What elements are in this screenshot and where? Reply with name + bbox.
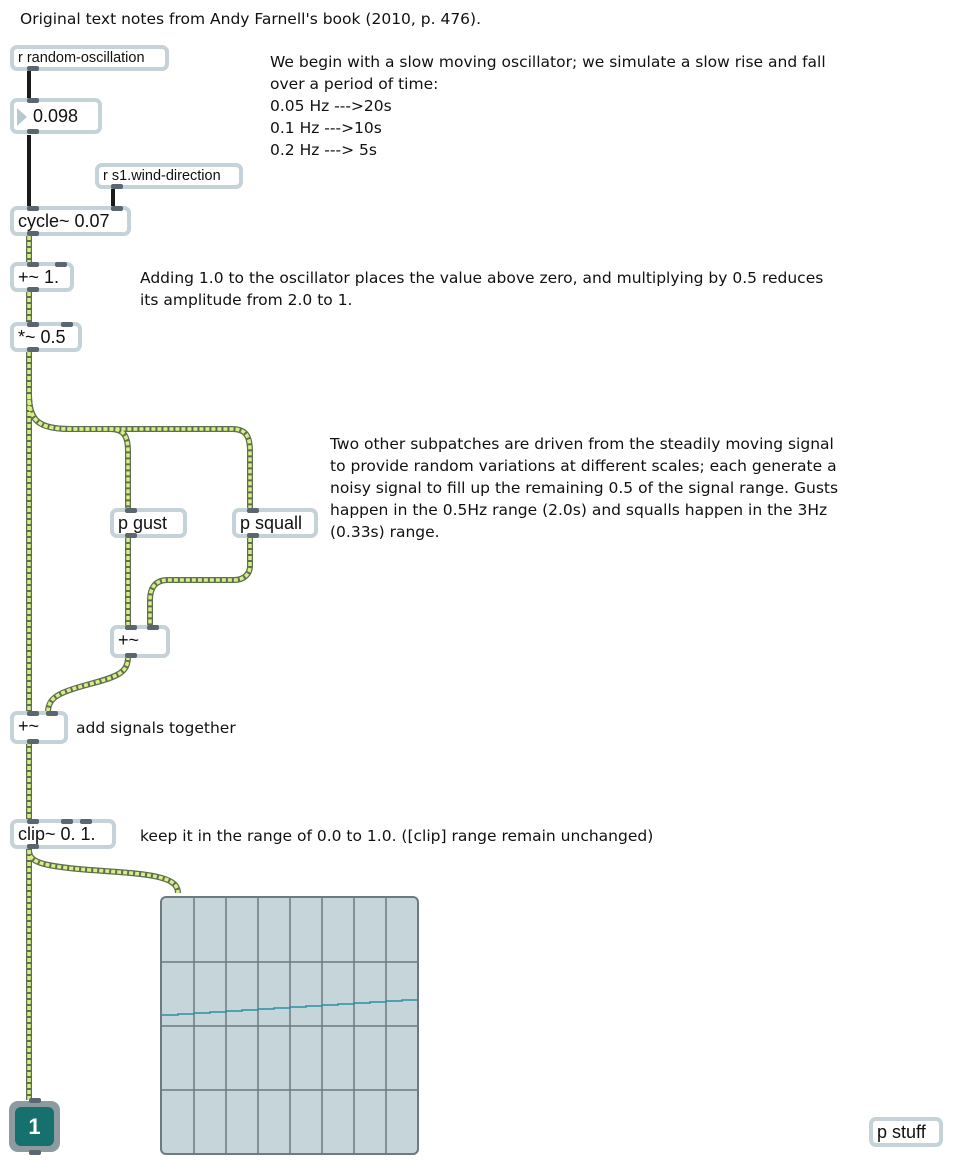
p-gust-subpatch[interactable] (110, 508, 187, 538)
inlet[interactable] (27, 322, 39, 327)
outlet[interactable] (27, 231, 39, 236)
toggle-value: 1 (15, 1107, 54, 1146)
clip-comment: keep it in the range of 0.0 to 1.0. ([clip] range remain unchanged) (140, 827, 654, 845)
cycle-object[interactable] (10, 206, 131, 236)
add-signals-object[interactable] (10, 711, 68, 744)
receive-wind-direction-object[interactable] (95, 163, 243, 189)
subpatch-comment-line: Two other subpatches are driven from the steadily moving signal (330, 435, 834, 453)
offset-comment (140, 267, 823, 311)
inlet[interactable] (27, 819, 39, 824)
subpatch-comment-line: happen in the 0.5Hz range (2.0s) and squalls happen in the 3Hz (330, 501, 828, 519)
inlet[interactable] (29, 1098, 41, 1103)
inlet[interactable] (27, 206, 39, 211)
number-arrow-icon (17, 108, 27, 126)
outlet[interactable] (27, 347, 39, 352)
number-value: 0.098 (33, 106, 79, 126)
outlet[interactable] (29, 1150, 41, 1155)
object-label: +~ 1. (18, 267, 60, 287)
outlet[interactable] (111, 184, 123, 189)
signal-scope[interactable] (160, 896, 419, 1155)
scope-grid (162, 898, 417, 1153)
inlet[interactable] (125, 625, 137, 630)
inlet[interactable] (55, 262, 67, 267)
oscillator-comment-line: We begin with a slow moving oscillator; we simulate a slow rise and fall (270, 53, 826, 71)
inlet[interactable] (27, 711, 39, 716)
inlet[interactable] (147, 625, 159, 630)
subpatch-comment-line: (0.33s) range. (330, 523, 440, 541)
inlet[interactable] (80, 819, 92, 824)
inlet[interactable] (61, 322, 73, 327)
outlet[interactable] (27, 66, 39, 71)
oscillator-comment (270, 51, 826, 161)
outlet[interactable] (27, 739, 39, 744)
inlet[interactable] (247, 508, 259, 513)
object-label: clip~ 0. 1. (18, 824, 96, 844)
receive-random-oscillation-object[interactable] (10, 45, 169, 71)
outlet[interactable] (27, 287, 39, 292)
offset-comment-line: its amplitude from 2.0 to 1. (140, 291, 353, 309)
inlet[interactable] (125, 508, 137, 513)
object-label: +~ (118, 630, 140, 650)
object-label: p gust (118, 513, 168, 533)
p-squall-subpatch[interactable] (232, 508, 318, 538)
object-label: r s1.wind-direction (103, 168, 221, 184)
inlet[interactable] (46, 711, 58, 716)
multiply-half-object[interactable] (10, 322, 82, 352)
subpatch-comment-line: noisy signal to fill up the remaining 0.5 of the signal range. Gusts (330, 479, 839, 497)
object-label: cycle~ 0.07 (18, 211, 110, 231)
clip-object[interactable] (10, 819, 116, 849)
outlet[interactable] (27, 844, 39, 849)
subpatch-comment-line: to provide random variations at different scales; each generate a (330, 457, 837, 475)
outlet[interactable] (247, 533, 259, 538)
number-box[interactable] (10, 98, 102, 134)
object-label: r random-oscillation (18, 50, 145, 66)
inlet[interactable] (61, 819, 73, 824)
add-signals-comment: add signals together (76, 719, 236, 737)
oscillator-comment-line: 0.1 Hz --->10s (270, 119, 382, 137)
object-label: p stuff (877, 1122, 926, 1142)
header-comment: Original text notes from Andy Farnell's book (2010, p. 476). (20, 10, 482, 28)
oscillator-comment-line: 0.05 Hz --->20s (270, 97, 392, 115)
oscillator-comment-line: over a period of time: (270, 75, 439, 93)
toggle-box[interactable] (9, 1101, 60, 1152)
p-stuff-subpatch[interactable] (869, 1117, 943, 1147)
inlet[interactable] (27, 98, 39, 103)
add-one-object[interactable] (10, 262, 74, 292)
scope-display (162, 898, 417, 1153)
subpatch-comment (330, 433, 838, 543)
inlet[interactable] (111, 206, 123, 211)
inlet[interactable] (27, 262, 39, 267)
add-subpatches-object[interactable] (110, 625, 170, 658)
object-label: p squall (240, 513, 303, 533)
outlet[interactable] (27, 129, 39, 134)
oscillator-comment-line: 0.2 Hz ---> 5s (270, 141, 377, 159)
offset-comment-line: Adding 1.0 to the oscillator places the value above zero, and multiplying by 0.5 reduces (140, 269, 824, 287)
object-label: *~ 0.5 (18, 327, 66, 347)
outlet[interactable] (125, 653, 137, 658)
object-label: +~ (18, 716, 40, 736)
outlet[interactable] (125, 533, 137, 538)
